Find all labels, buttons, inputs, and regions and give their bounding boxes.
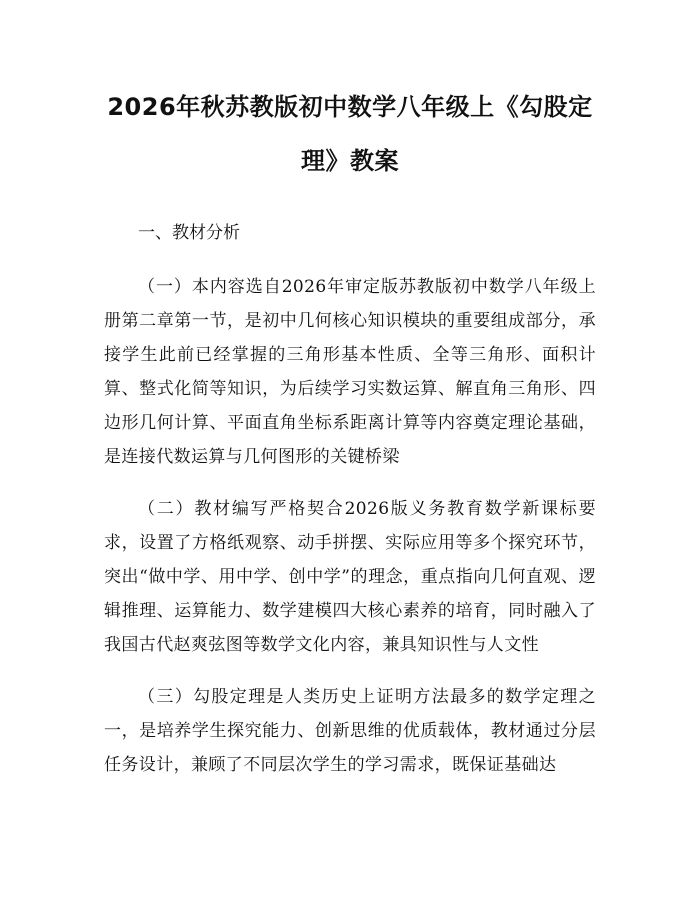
paragraph-2: （二）教材编写严格契合2026版义务教育数学新课标要求，设置了方格纸观察、动手拼摆、实际应用等多个探究环节，突出“做中学、用中学、创中学”的理念，重点指向几何直观、逻辑推理、运算能力、数学建模四大核心素养的培育，同时融入了我国古代赵爽弦图等数学文化内容，兼具知识性与人文性 [104,499,596,655]
paragraph-1: （一）本内容选自2026年审定版苏教版初中数学八年级上册第二章第一节，是初中几何核心知识模块的重要组成部分，承接学生此前已经掌握的三角形基本性质、全等三角形、面积计算、整式化简等知识，为后续学习实数运算、解直角三角形、四边形几何计算、平面直角坐标系距离计算等内容奠定理论基础，是连接代数运算与几何图形的关键桥梁 [104,277,596,467]
document-title: 2026年秋苏教版初中数学八年级上《勾股定理》教案 [107,93,593,175]
paragraph-3: （三）勾股定理是人类历史上证明方法最多的数学定理之一，是培养学生探究能力、创新思维的优质载体，教材通过分层任务设计，兼顾了不同层次学生的学习需求，既保证基础达 [104,687,596,775]
section-heading: 一、教材分析 [138,223,240,243]
